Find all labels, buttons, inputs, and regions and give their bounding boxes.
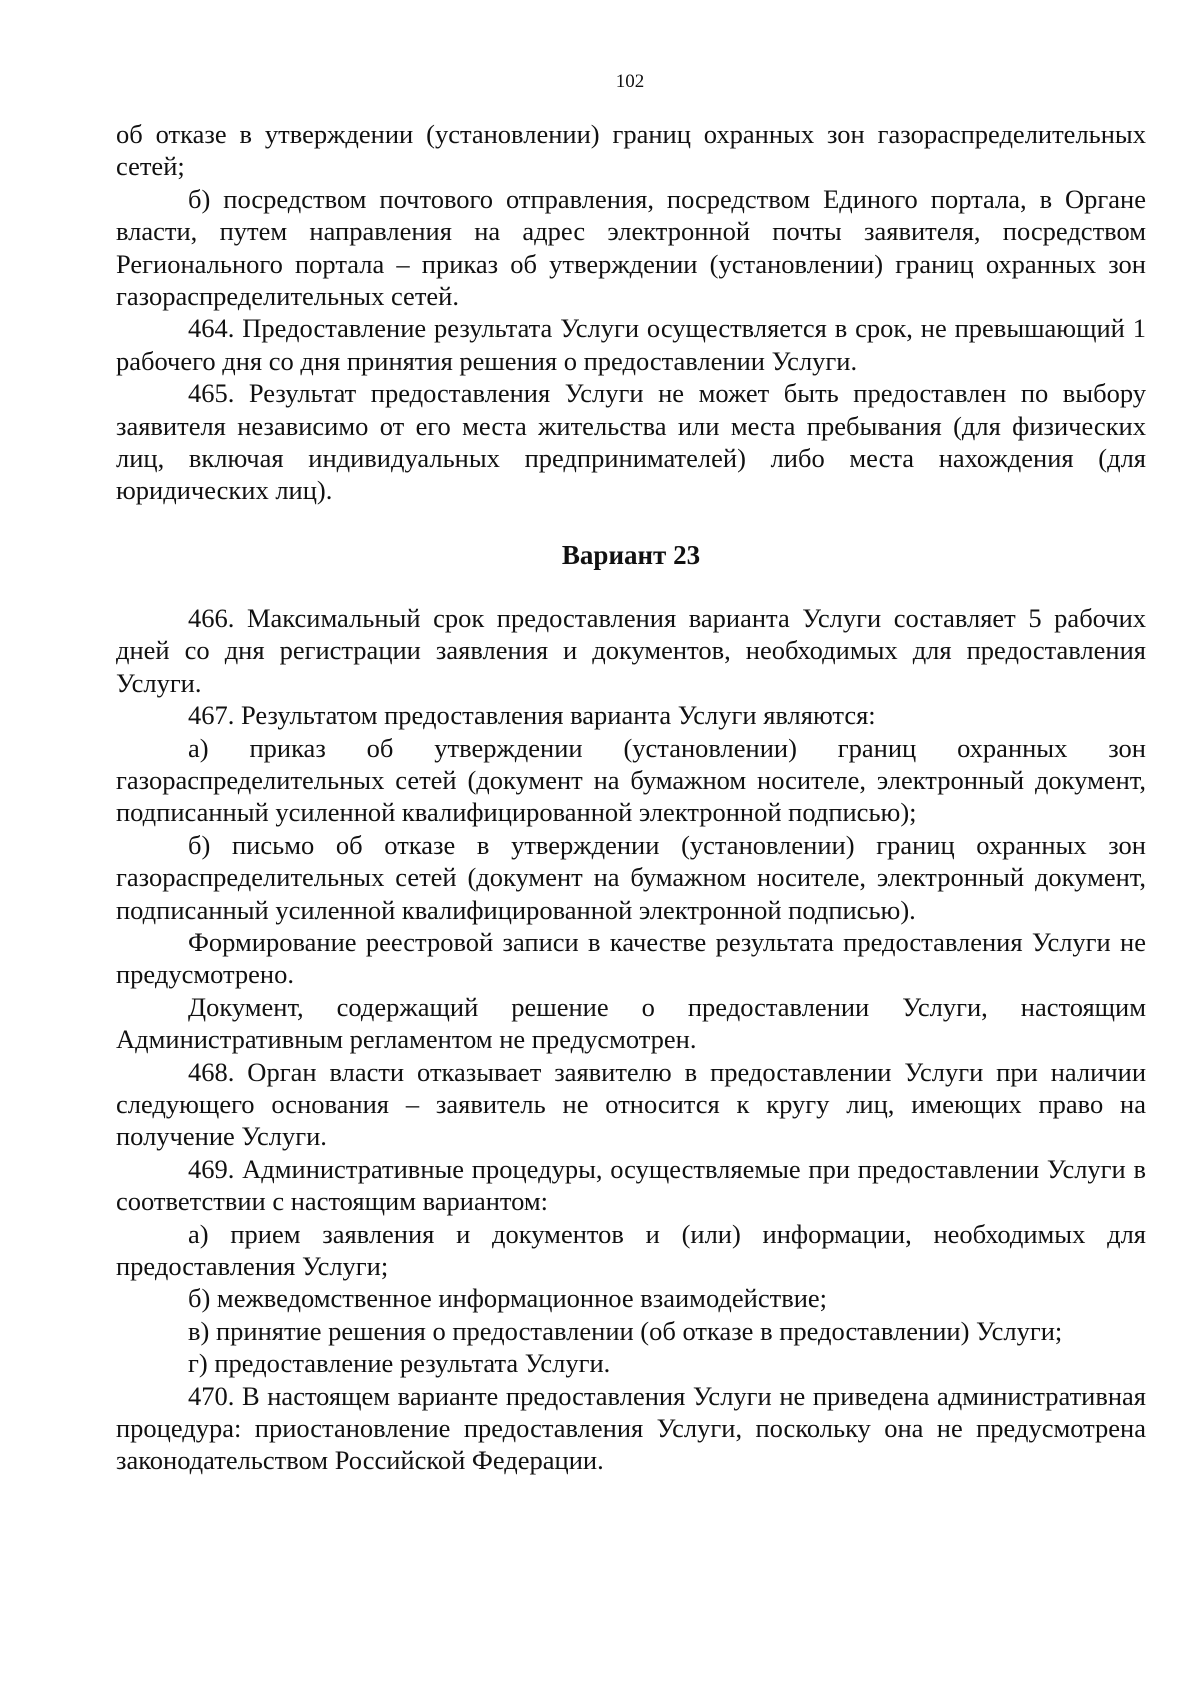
document-body [116,118,1146,1477]
paragraph: г) предоставление результата Услуги. [188,1348,611,1379]
paragraph: об отказе в утверждении (установлении) границ охранных зон газораспределительных сетей; [116,119,1146,182]
section-before-heading [116,118,1146,507]
paragraph: б) межведомственное информационное взаимодействие; [188,1283,828,1314]
paragraph: 466. Максимальный срок предоставления варианта Услуги составляет 5 рабочих дней со дня регистрации заявления и документов, необходимых для предоставления Услуги. [116,602,1146,698]
section-after-heading [116,602,1146,1477]
paragraph: 467. Результатом предоставления варианта Услуги являются: [188,700,876,731]
paragraph: а) приказ об утверждении (установлении) границ охранных зон газораспределительных сетей (документ на бумажном носителе, электронный документ, подписанный усиленной квалифицированной электронной подписью); [116,732,1146,828]
paragraph: а) прием заявления и документов и (или) информации, необходимых для предоставления Услуги; [116,1218,1146,1281]
page-number: 102 [615,71,645,92]
paragraph: 470. В настоящем варианте предоставления Услуги не приведена административная процедура: приостановление предоставления Услуги, поскольку она не предусмотрена законодательством Российской Федерации. [116,1380,1146,1476]
section-heading: Вариант 23 [561,539,701,570]
paragraph: Документ, содержащий решение о предоставлении Услуги, настоящим Административным регламентом не предусмотрен. [116,991,1146,1055]
paragraph: Формирование реестровой записи в качестве результата предоставления Услуги не предусмотрено. [116,926,1146,990]
paragraph: 468. Орган власти отказывает заявителю в предоставлении Услуги при наличии следующего основания – заявитель не относится к кругу лиц, имеющих право на получение Услуги. [116,1056,1146,1152]
paragraph: б) посредством почтового отправления, посредством Единого портала, в Органе власти, путем направления на адрес электронной почты заявителя, посредством Регионального портала – приказ об утверждении (установлении) границ охранных зон газораспределительных сетей. [116,183,1146,312]
paragraph: б) письмо об отказе в утверждении (установлении) границ охранных зон газораспределительных сетей (документ на бумажном носителе, электронный документ, подписанный усиленной квалифицированной электронной подписью). [116,829,1146,925]
paragraph: 469. Административные процедуры, осуществляемые при предоставлении Услуги в соответствии с настоящим вариантом: [116,1153,1146,1217]
paragraph: 464. Предоставление результата Услуги осуществляется в срок, не превышающий 1 рабочего дня со дня принятия решения о предоставлении Услуги. [116,313,1146,376]
paragraph: в) принятие решения о предоставлении (об отказе в предоставлении) Услуги; [188,1315,1063,1346]
paragraph: 465. Результат предоставления Услуги не может быть предоставлен по выбору заявителя независимо от его места жительства или места пребывания (для физических лиц, включая индивидуальных предпринимателей) либо места нахождения (для юридических лиц). [116,378,1146,506]
